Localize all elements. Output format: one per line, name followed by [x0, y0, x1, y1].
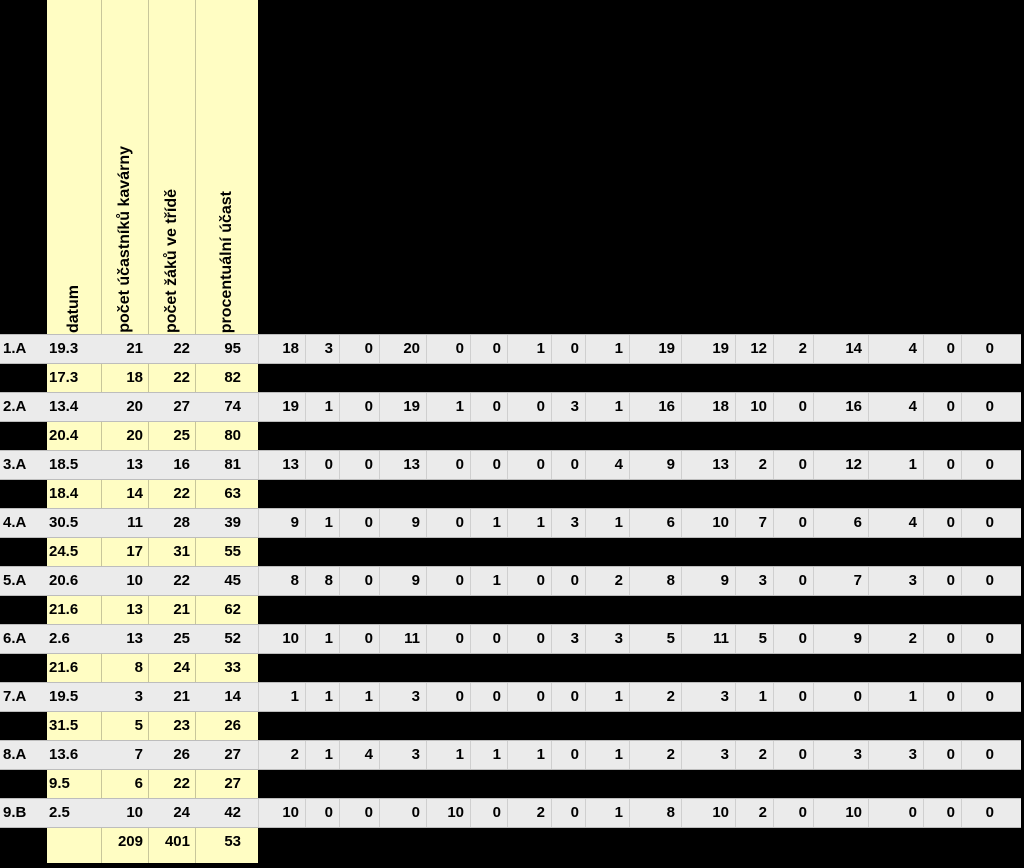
table-row [0, 450, 1024, 479]
extra-value-cell: 14 [845, 340, 862, 357]
percentage-cell: 45 [224, 572, 241, 589]
extra-value-cell: 9 [411, 572, 420, 589]
extra-value-cell: 3 [570, 514, 579, 531]
extra-value-cell: 0 [798, 398, 807, 415]
extra-value-cell: 9 [290, 514, 299, 531]
extra-value-cell: 0 [985, 630, 994, 647]
extra-value-cell: 0 [946, 630, 955, 647]
extra-value-cell: 10 [712, 514, 729, 531]
percentage-cell: 14 [224, 688, 241, 705]
extra-value-cell: 9 [666, 456, 675, 473]
class-size-cell: 22 [173, 340, 190, 357]
extra-value-cell: 0 [985, 804, 994, 821]
extra-value-cell: 0 [570, 688, 579, 705]
extra-values [258, 740, 1000, 769]
participants-cell: 17 [126, 543, 143, 560]
extra-value-cell: 0 [985, 398, 994, 415]
extra-value-cell: 20 [403, 340, 420, 357]
class-size-cell: 401 [164, 833, 190, 850]
extra-value-cell: 1 [536, 514, 545, 531]
extra-value-cell: 1 [614, 514, 623, 531]
extra-value-cell: 0 [536, 456, 545, 473]
extra-value-cell: 2 [536, 804, 545, 821]
header-participants: počet účastníků kavárny [115, 146, 133, 333]
extra-value-cell: 0 [908, 804, 917, 821]
participants-cell: 20 [126, 398, 143, 415]
class-label [3, 421, 43, 450]
percentage-cell: 52 [224, 630, 241, 647]
table-row [0, 769, 1024, 798]
extra-value-cell: 4 [364, 746, 373, 763]
extra-value-cell: 0 [455, 456, 464, 473]
extra-value-cell: 19 [712, 340, 729, 357]
extra-value-cell: 1 [758, 688, 767, 705]
extra-value-cell: 1 [364, 688, 373, 705]
extra-values [258, 624, 1000, 653]
extra-value-cell: 0 [570, 804, 579, 821]
extra-value-cell: 0 [455, 572, 464, 589]
extra-value-cell: 0 [946, 688, 955, 705]
extra-value-cell: 2 [290, 746, 299, 763]
date-cell [49, 827, 99, 856]
date-cell: 17.3 [49, 369, 79, 386]
extra-value-cell: 0 [985, 572, 994, 589]
extra-value-cell: 2 [666, 688, 675, 705]
extra-value-cell: 8 [324, 572, 333, 589]
extra-value-cell: 1 [455, 398, 464, 415]
class-label: 2.A [3, 398, 27, 415]
class-size-cell: 22 [173, 369, 190, 386]
extra-value-cell: 8 [666, 572, 675, 589]
extra-value-cell: 1 [492, 514, 501, 531]
extra-value-cell: 1 [492, 746, 501, 763]
extra-value-cell: 0 [364, 340, 373, 357]
extra-value-cell: 19 [658, 340, 675, 357]
class-label: 1.A [3, 340, 27, 357]
extra-value-cell: 3 [570, 630, 579, 647]
extra-value-cell: 2 [758, 746, 767, 763]
class-size-cell: 25 [173, 427, 190, 444]
extra-value-cell: 0 [946, 746, 955, 763]
participants-cell: 3 [134, 688, 143, 705]
extra-value-cell: 7 [758, 514, 767, 531]
date-cell: 31.5 [49, 717, 79, 734]
extra-value-cell: 0 [798, 514, 807, 531]
table-row [0, 479, 1024, 508]
class-size-cell: 21 [173, 601, 190, 618]
extra-value-cell: 3 [614, 630, 623, 647]
class-label: 5.A [3, 572, 27, 589]
extra-values [258, 334, 1000, 363]
percentage-cell: 55 [224, 543, 241, 560]
table-row [0, 537, 1024, 566]
extra-value-cell: 2 [614, 572, 623, 589]
participants-cell: 13 [126, 630, 143, 647]
participants-cell: 6 [134, 775, 143, 792]
extra-value-cell: 0 [946, 340, 955, 357]
participants-cell: 11 [127, 514, 143, 531]
participants-cell: 8 [134, 659, 143, 676]
class-size-cell: 16 [173, 456, 190, 473]
class-label [3, 537, 43, 566]
class-label: 8.A [3, 746, 27, 763]
percentage-cell: 39 [224, 514, 241, 531]
extra-value-cell: 3 [853, 746, 862, 763]
percentage-cell: 63 [224, 485, 241, 502]
extra-value-cell: 3 [720, 746, 729, 763]
header-class-size: počet žáků ve třídě [162, 188, 180, 333]
class-label [3, 595, 43, 624]
date-cell: 2.6 [49, 630, 70, 647]
extra-value-cell: 0 [570, 746, 579, 763]
participants-cell: 13 [126, 456, 143, 473]
extra-value-cell: 0 [985, 688, 994, 705]
extra-value-cell: 9 [720, 572, 729, 589]
participants-cell: 13 [126, 601, 143, 618]
extra-value-cell: 0 [455, 630, 464, 647]
extra-value-cell: 1 [614, 804, 623, 821]
table-row [0, 421, 1024, 450]
table-row [0, 508, 1024, 537]
class-size-cell: 25 [173, 630, 190, 647]
extra-values [258, 682, 1000, 711]
date-cell: 20.4 [49, 427, 79, 444]
extra-value-cell: 0 [946, 514, 955, 531]
percentage-cell: 62 [224, 601, 241, 618]
extra-value-cell: 0 [455, 688, 464, 705]
date-cell: 18.4 [49, 485, 79, 502]
percentage-cell: 42 [224, 804, 241, 821]
extra-value-cell: 0 [324, 456, 333, 473]
table-row [0, 566, 1024, 595]
participants-cell: 7 [134, 746, 143, 763]
extra-value-cell: 10 [282, 804, 299, 821]
class-label [3, 769, 43, 798]
participants-cell: 5 [134, 717, 143, 734]
extra-value-cell: 3 [324, 340, 333, 357]
participants-cell: 14 [126, 485, 143, 502]
table-row [0, 653, 1024, 682]
participants-cell: 18 [126, 369, 143, 386]
extra-value-cell: 2 [758, 456, 767, 473]
date-cell: 19.5 [49, 688, 79, 705]
percentage-cell: 74 [224, 398, 241, 415]
date-cell: 24.5 [49, 543, 79, 560]
extra-value-cell: 2 [798, 340, 807, 357]
extra-value-cell: 4 [908, 340, 917, 357]
extra-value-cell: 5 [758, 630, 767, 647]
date-cell: 9.5 [49, 775, 70, 792]
date-cell: 19.3 [49, 340, 79, 357]
extra-value-cell: 0 [536, 572, 545, 589]
extra-value-cell: 0 [798, 456, 807, 473]
extra-value-cell: 1 [536, 340, 545, 357]
extra-value-cell: 0 [364, 804, 373, 821]
class-label [3, 827, 43, 856]
extra-value-cell: 13 [282, 456, 299, 473]
class-label [3, 653, 43, 682]
extra-value-cell: 13 [712, 456, 729, 473]
extra-value-cell: 3 [570, 398, 579, 415]
extra-value-cell: 3 [411, 746, 420, 763]
extra-value-cell: 9 [853, 630, 862, 647]
class-size-cell: 27 [173, 398, 190, 415]
extra-value-cell: 1 [614, 688, 623, 705]
participants-cell: 10 [126, 572, 143, 589]
extra-value-cell: 16 [658, 398, 675, 415]
class-label [3, 363, 43, 392]
header-datum: datum [65, 285, 82, 333]
extra-value-cell: 0 [364, 456, 373, 473]
class-label: 4.A [3, 514, 27, 531]
extra-value-cell: 0 [364, 514, 373, 531]
extra-value-cell: 0 [985, 746, 994, 763]
extra-value-cell: 0 [364, 398, 373, 415]
extra-value-cell: 2 [666, 746, 675, 763]
class-label: 3.A [3, 456, 27, 473]
extra-value-cell: 3 [720, 688, 729, 705]
class-size-cell: 31 [173, 543, 190, 560]
extra-value-cell: 10 [750, 398, 767, 415]
extra-value-cell: 4 [614, 456, 623, 473]
class-size-cell: 22 [173, 572, 190, 589]
extra-value-cell: 6 [666, 514, 675, 531]
extra-value-cell: 0 [570, 340, 579, 357]
extra-value-cell: 1 [614, 746, 623, 763]
extra-value-cell: 19 [282, 398, 299, 415]
extra-value-cell: 19 [403, 398, 420, 415]
class-label: 6.A [3, 630, 27, 647]
extra-value-cell: 10 [845, 804, 862, 821]
date-cell: 21.6 [49, 659, 79, 676]
extra-value-cell: 18 [712, 398, 729, 415]
extra-value-cell: 2 [758, 804, 767, 821]
date-cell: 30.5 [49, 514, 79, 531]
extra-value-cell: 0 [798, 572, 807, 589]
header-percentage: procentuální účast [217, 190, 235, 333]
table-row [0, 740, 1024, 769]
class-label [3, 711, 43, 740]
extra-value-cell: 0 [536, 630, 545, 647]
extra-value-cell: 0 [798, 746, 807, 763]
extra-value-cell: 0 [946, 804, 955, 821]
extra-value-cell: 4 [908, 514, 917, 531]
extra-value-cell: 0 [364, 630, 373, 647]
class-size-cell: 22 [173, 485, 190, 502]
extra-value-cell: 10 [282, 630, 299, 647]
extra-value-cell: 4 [908, 398, 917, 415]
table-row [0, 827, 1024, 856]
class-label: 7.A [3, 688, 27, 705]
extra-value-cell: 0 [492, 340, 501, 357]
percentage-cell: 80 [224, 427, 241, 444]
extra-value-cell: 0 [985, 514, 994, 531]
percentage-cell: 95 [224, 340, 241, 357]
extra-value-cell: 0 [985, 456, 994, 473]
percentage-cell: 82 [224, 369, 241, 386]
table-row [0, 334, 1024, 363]
extra-value-cell: 0 [570, 456, 579, 473]
extra-value-cell: 13 [403, 456, 420, 473]
extra-value-cell: 8 [290, 572, 299, 589]
table-row [0, 682, 1024, 711]
percentage-cell: 81 [224, 456, 241, 473]
class-size-cell: 23 [173, 717, 190, 734]
table-row [0, 363, 1024, 392]
extra-value-cell: 1 [614, 398, 623, 415]
class-size-cell: 26 [173, 746, 190, 763]
extra-value-cell: 11 [404, 630, 420, 647]
extra-value-cell: 0 [985, 340, 994, 357]
extra-value-cell: 0 [324, 804, 333, 821]
extra-value-cell: 0 [411, 804, 420, 821]
extra-value-cell: 0 [364, 572, 373, 589]
extra-value-cell: 1 [536, 746, 545, 763]
extra-value-cell: 11 [713, 630, 729, 647]
participants-cell: 21 [126, 340, 143, 357]
class-size-cell: 24 [173, 804, 190, 821]
extra-values [258, 450, 1000, 479]
extra-value-cell: 3 [908, 572, 917, 589]
extra-value-cell: 0 [455, 514, 464, 531]
extra-values [258, 566, 1000, 595]
class-size-cell: 21 [173, 688, 190, 705]
class-label [3, 479, 43, 508]
extra-value-cell: 0 [570, 572, 579, 589]
extra-values [258, 508, 1000, 537]
extra-value-cell: 0 [455, 340, 464, 357]
percentage-cell: 33 [224, 659, 241, 676]
extra-value-cell: 1 [908, 688, 917, 705]
date-cell: 13.6 [49, 746, 79, 763]
table-row [0, 392, 1024, 421]
participants-cell: 20 [126, 427, 143, 444]
extra-value-cell: 2 [908, 630, 917, 647]
extra-value-cell: 0 [946, 456, 955, 473]
extra-value-cell: 5 [666, 630, 675, 647]
percentage-cell: 53 [224, 833, 241, 850]
class-label: 9.B [3, 804, 27, 821]
extra-value-cell: 0 [492, 804, 501, 821]
extra-value-cell: 0 [798, 630, 807, 647]
percentage-cell: 26 [224, 717, 241, 734]
extra-value-cell: 0 [946, 572, 955, 589]
date-cell: 21.6 [49, 601, 79, 618]
percentage-cell: 27 [224, 775, 241, 792]
table-row [0, 595, 1024, 624]
date-cell: 13.4 [49, 398, 79, 415]
extra-value-cell: 3 [908, 746, 917, 763]
extra-value-cell: 18 [282, 340, 299, 357]
table-row [0, 624, 1024, 653]
class-size-cell: 28 [173, 514, 190, 531]
extra-value-cell: 1 [492, 572, 501, 589]
extra-value-cell: 12 [750, 340, 767, 357]
extra-value-cell: 6 [853, 514, 862, 531]
date-cell: 20.6 [49, 572, 79, 589]
extra-value-cell: 1 [455, 746, 464, 763]
extra-value-cell: 1 [324, 398, 333, 415]
extra-value-cell: 0 [536, 688, 545, 705]
extra-value-cell: 1 [324, 688, 333, 705]
extra-values [258, 798, 1000, 827]
extra-value-cell: 1 [614, 340, 623, 357]
extra-value-cell: 16 [845, 398, 862, 415]
extra-value-cell: 0 [798, 688, 807, 705]
table-row [0, 711, 1024, 740]
date-cell: 18.5 [49, 456, 79, 473]
extra-value-cell: 0 [536, 398, 545, 415]
date-cell: 2.5 [49, 804, 70, 821]
extra-value-cell: 1 [290, 688, 299, 705]
extra-value-cell: 10 [447, 804, 464, 821]
extra-value-cell: 12 [845, 456, 862, 473]
extra-value-cell: 7 [853, 572, 862, 589]
class-size-cell: 24 [173, 659, 190, 676]
extra-value-cell: 9 [411, 514, 420, 531]
participants-cell: 10 [126, 804, 143, 821]
extra-value-cell: 0 [492, 456, 501, 473]
extra-value-cell: 10 [712, 804, 729, 821]
participants-cell: 209 [117, 833, 143, 850]
extra-value-cell: 0 [492, 630, 501, 647]
table-row [0, 798, 1024, 827]
extra-value-cell: 1 [908, 456, 917, 473]
extra-value-cell: 1 [324, 630, 333, 647]
percentage-cell: 27 [224, 746, 241, 763]
extra-values [258, 392, 1000, 421]
extra-value-cell: 0 [492, 398, 501, 415]
extra-value-cell: 3 [411, 688, 420, 705]
extra-value-cell: 3 [758, 572, 767, 589]
extra-value-cell: 0 [946, 398, 955, 415]
extra-value-cell: 0 [853, 688, 862, 705]
extra-value-cell: 0 [798, 804, 807, 821]
extra-value-cell: 0 [492, 688, 501, 705]
extra-value-cell: 1 [324, 514, 333, 531]
extra-value-cell: 8 [666, 804, 675, 821]
class-size-cell: 22 [173, 775, 190, 792]
extra-value-cell: 1 [324, 746, 333, 763]
